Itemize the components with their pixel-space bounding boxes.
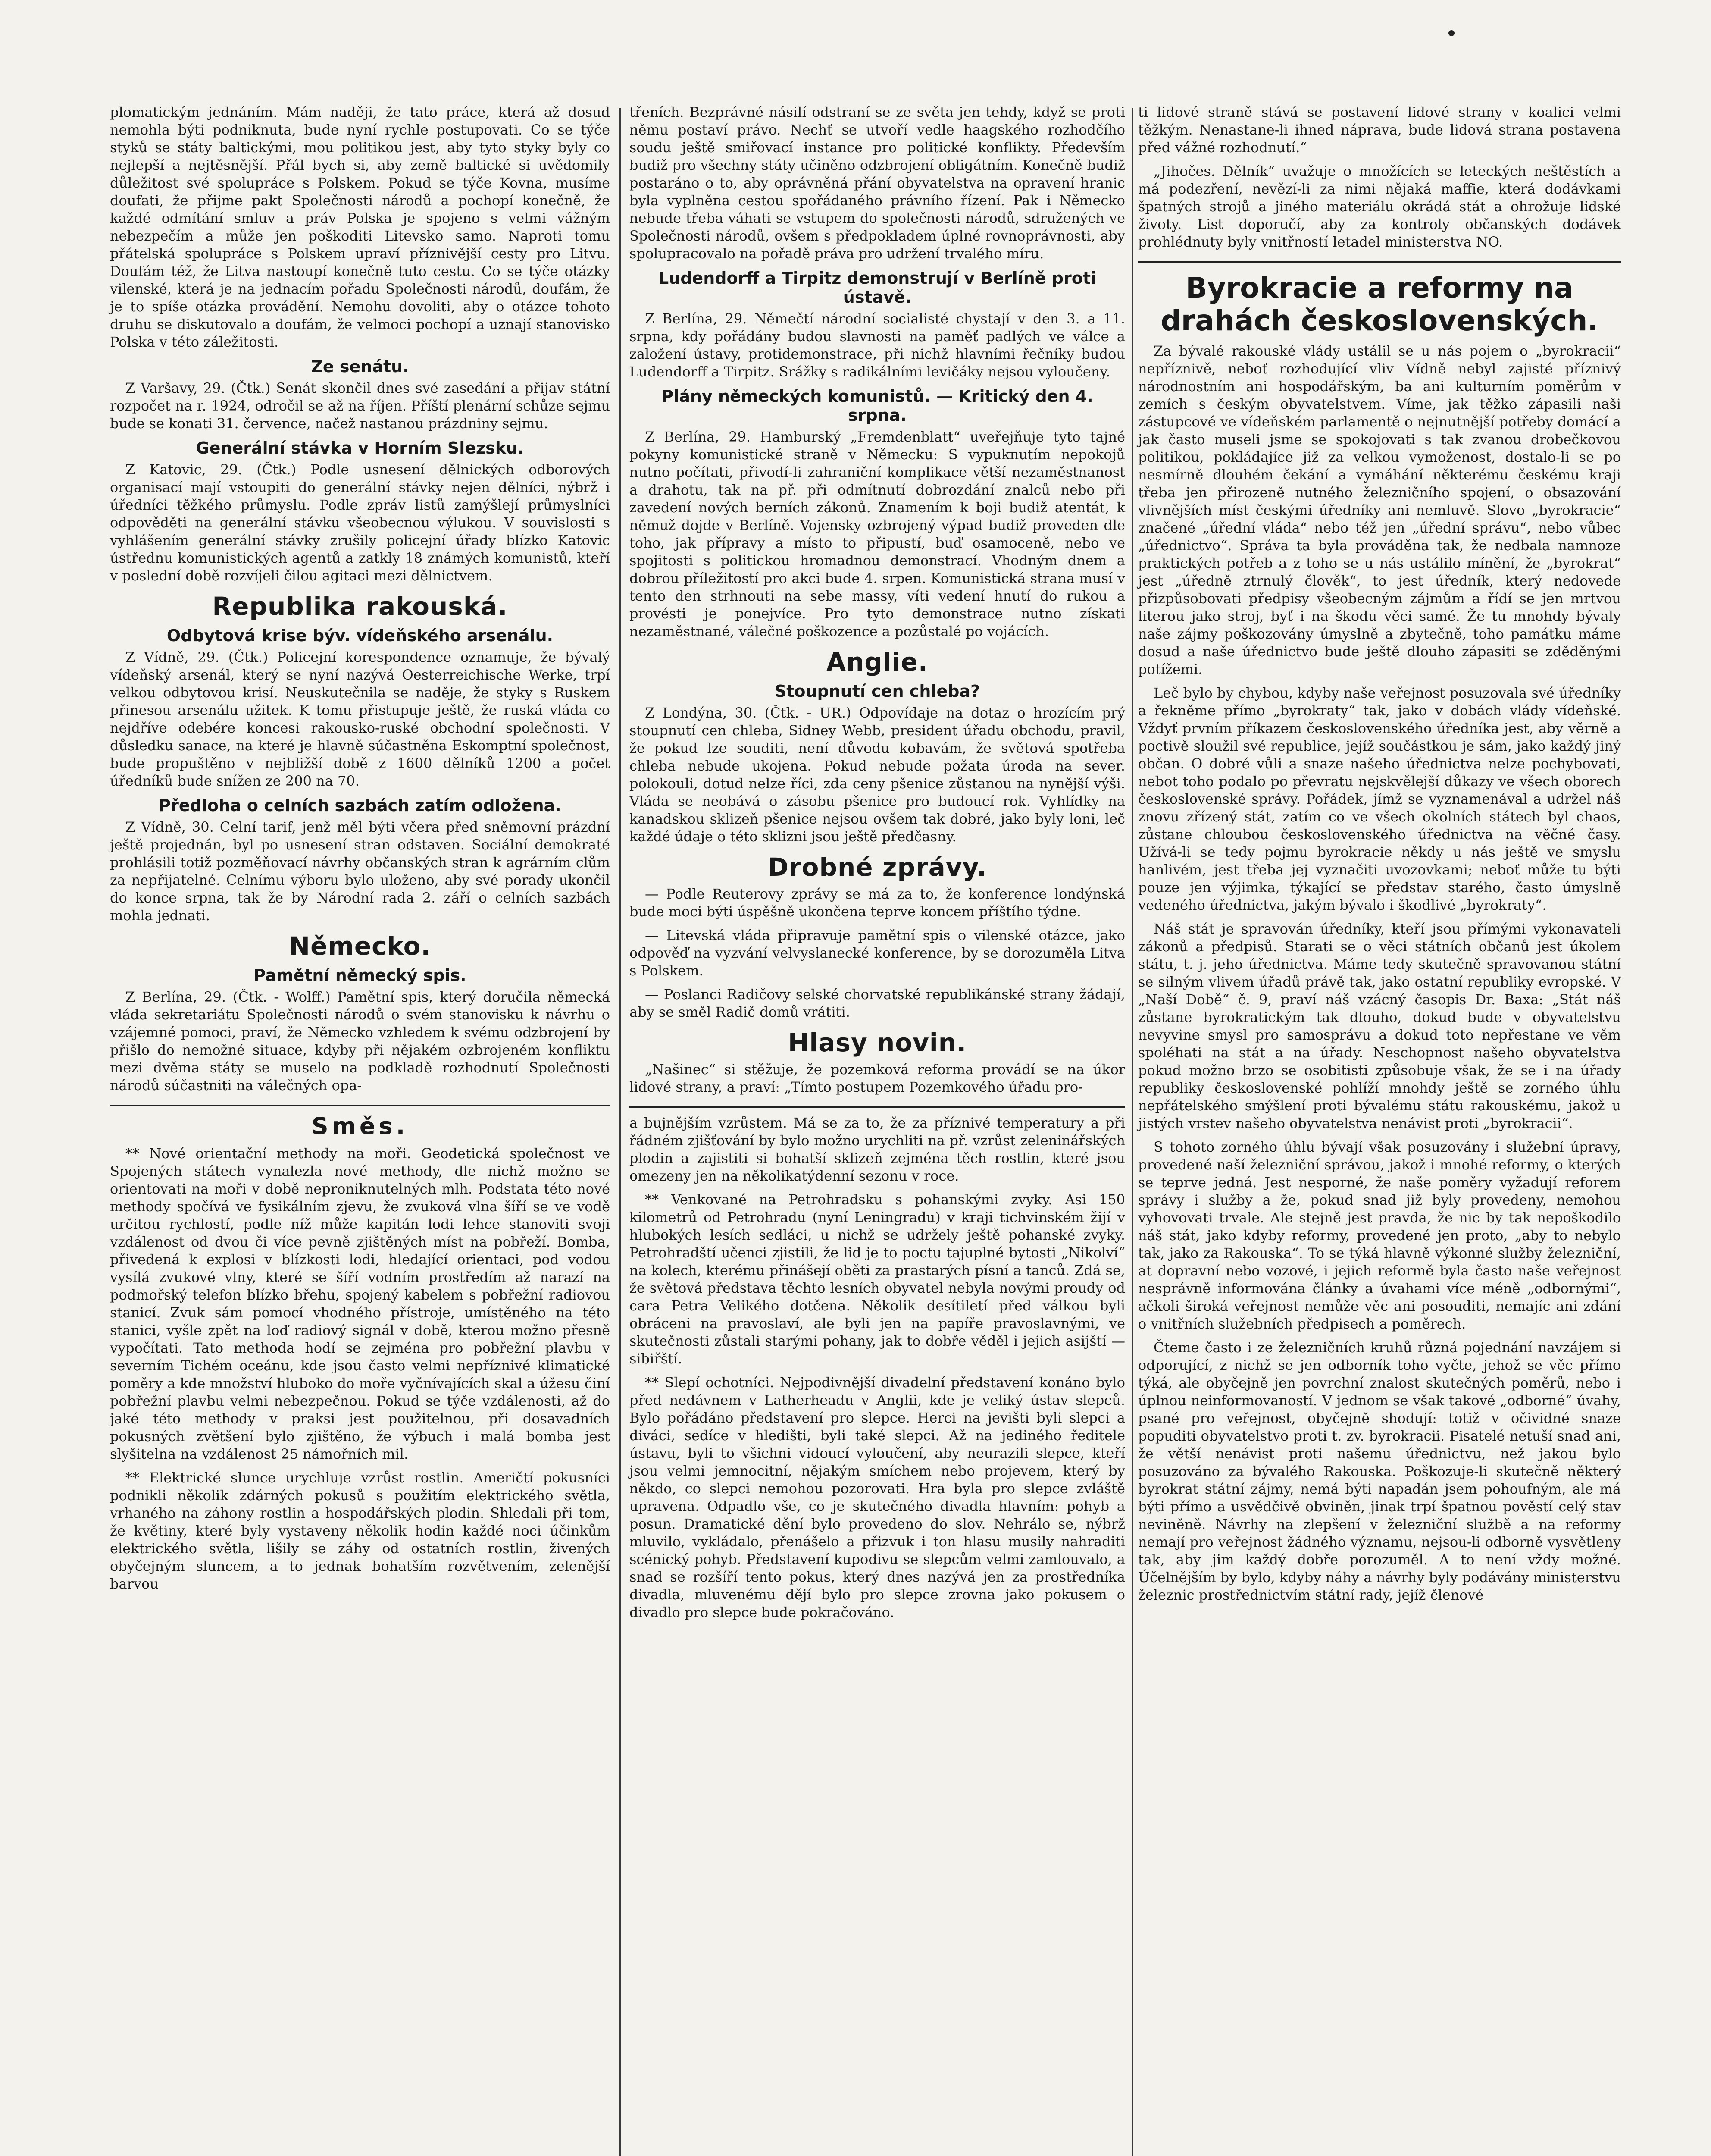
- article-byrokracie-3: Náš stát je spravován úředníky, kteří jsou přímými vykonavateli zákonů a předpisů. Starati se o věci státních občanů jest úkolem státu, t. j. jeho úřednictva. Máme tedy skutečně spravovanou státní se silným vlivem úřadů právě tak, jako ostatní republiky evropské. V „Naší Době“ č. 9, praví náš vzácný časopis Dr. Baxa: „Stát náš zůstane byrokratickým tak dlouho, dokud bude v obyvatelstvu nevyvine smysl pro samosprávu a dokud toto nepřestane ve věm spoléhati na stát a na úřady. Neschopnost našeho obyvatelstva pokud možno brzo se osobitisti způsobuje však, že se i na úřady republiky československé pohlíží mnohdy ještě se zorného úhlu nepřátelského smýšlení proti bývalému státu rakouskému, jakož u jistých vrstev našeho obyvatelstva nenávist proti „byrokracii“.: [1138, 921, 1621, 1131]
- divider: [629, 1106, 1125, 1108]
- dot-mark: [1448, 30, 1455, 36]
- article-petrohradsko: ** Venkované na Petrohradsku s pohanskými zvyky. Asi 150 kilometrů od Petrohradu (nyní Leningradu) v kraji tichvinském žijí v hlubokých lesích sedláci, u nichž se udržely ještě pohanské zvyky. Petrohradští učenci zjistili, že lid je to poctu tajuplné bytosti „Nikolví“ na kolech, kterému přinášejí oběti za prastarých písní a tanců. Zdá se, že světová představa těchto lesních obyvatel nebyla novými proudy od cara Petra Velikého dotčena. Několik desítiletí před válkou byli obráceni na pravoslaví, ale byli jen na papíře pravoslavnými, ve skutečnosti zůstali starými pohany, jak to dobře věděl i jejich asijští — sibiřští.: [629, 1191, 1125, 1367]
- news-item-2: — Litevská vláda připravuje pamětní spis o vilenské otázce, jako odpověď na vyzvání velvyslanecké konference, by se dorozuměla Litva s Polskem.: [629, 927, 1125, 979]
- article-slunce-continuation: a bujnějším vzrůstem. Má se za to, že za příznivé temperatury a při řádném zjišťování by bylo možno urychliti na př. vzrůst zeleninářských plodin a zajistiti si bohatší sklizeň zejména těch rostlin, které jsou omezeny jen na několikatýdenní sezonu v roce.: [629, 1115, 1125, 1184]
- article-arsenal: Z Vídně, 29. (Čtk.) Policejní korespondence oznamuje, že bývalý vídeňský arsenál, který se nyní nazývá Oesterreichische Werke, trpí velkou odbytovou krisí. Neuskutečnila se naděje, že styky s Ruskem přinesou arsenálu užitek. K tomu přistupuje ještě, že ruská vláda co nejdříve odebére koncesi rakousko-ruské obchodní společnosti. V důsledku sanace, na které je hlavně súčastněna Eskomptní společnost, bude propuštěno v nejbližší době z 1600 dělníků 1200 a počet úředníků bude snížen ze 200 na 70.: [110, 649, 610, 789]
- article-senat: Z Varšavy, 29. (Čtk.) Senát skončil dnes své zasedání a přijav státní rozpočet na r. 1924, odročil se až na říjen. Příští plenární schůze sejmu bude se konati 31. července, načež nastanou prázdniny sejmu.: [110, 380, 610, 432]
- news-item-1: — Podle Reuterovy zprávy se má za to, že konference londýnská bude moci býti úspěšně ukončena teprve koncem příštího týdne.: [629, 886, 1125, 920]
- column-3: [1138, 103, 1621, 1610]
- headline-byrokracie: Byrokracie a reformy na drahách československých.: [1160, 271, 1598, 337]
- section-nemecko: Německo.: [289, 931, 431, 961]
- column-rule-right: [1132, 108, 1133, 2156]
- article-ludendorff: Z Berlína, 29. Němečtí národní socialisté chystají v den 3. a 11. srpna, kdy pořádány budou slavnosti na paměť padlých ve válce a založení ústavy, protidemonstrace, při nichž hlavními řečníky budou Ludendorff a Tirpitz. Srážky s radikálními levičáky nejsou vyloučeny.: [629, 310, 1125, 380]
- article-byrokracie-4: S tohoto zorného úhlu bývají však posuzovány i služební úpravy, provedené naší železniční správou, jakož i mnohé reformy, o kterých se teprve jedná. Jest nesporné, že naše poměry vyžadují reforem správy i služby a že, pokud snad již byly provedeny, nemohou vyhovovati trvale. Ale stejně jest pravda, že nic by tak nepoškodilo náš stát, jako kdyby reformy, provedené jen proto, „aby to nebylo tak, jako za Rakouska“. To se týká hlavně výkonné služby železniční, at dopravní nebo vozové, i jejich reformě byla často naše veřejnost nesprávně informována články a úvahami více méně „odbornými“, ačkoli široká veřejnost nemůže věc ani posouditi, nemajíc ani zdání o vnitřních služebních předpisech a poměrech.: [1138, 1139, 1621, 1332]
- article-elektricke-slunce: ** Elektrické slunce urychluje vzrůst rostlin. Američtí pokusníci podnikli několik zdárných pokusů s použitím elektrického světla, vrhaného na záhony rostlin a hospodářských plodin. Shledali při tom, že květiny, které byly vystaveny několik hodin každé noci účinkům elektrického světla, lišily se záhy od ostatních rostlin, živených obyčejným sluncem, a to jednak bohatším rozvětvením, zelenější barvou: [110, 1470, 610, 1592]
- article-stavka: Z Katovic, 29. (Čtk.) Podle usnesení dělnických odborových organisací mají vstoupiti do generální stávky nejen dělníci, nýbrž i úředníci těžkého průmyslu. Podle zpráv listů zamýšlejí průmyslníci odpověděti na generální stávku všeobecnou výlukou. V souvislosti s vyhlášením generální stávky zrušily policejní úřady blízko Katovic ústřednu komunistických agentů a zatkly 18 známých komunistů, kteří v poslední době rozvíjeli čilou agitaci mezi dělnictvem.: [110, 461, 610, 584]
- section-drobne-zpravy: Drobné zprávy.: [767, 852, 987, 882]
- section-hlasy-novin: Hlasy novin.: [788, 1028, 967, 1057]
- heading-senat: Ze senátu.: [311, 357, 409, 376]
- heading-ludendorff: Ludendorff a Tirpitz demonstrují v Berlíně proti ústavě.: [658, 269, 1097, 307]
- article-continuation: plomatickým jednáním. Mám naději, že tato práce, která až dosud nemohla býti podniknuta, bude nyní rychle postupovati. Co se týče styků se státy baltickými, mou politikou jest, aby tyto styky byly co nejlepší a nejtěsnější. Přál bych si, aby země baltické si uvědomily důležitost své spolupráce s Polskem. Pokud se týče Kovna, musíme doufati, že přijme pakt Společnosti národů a pochopí konečně, že každé odmítání smluv a práv Polska je spojeno s velmi vážným nebezpečím a může jen poškoditi Litevsko samo. Naproti tomu přátelská spolupráce s Polskem upraví příznivější cesty pro Litvu. Doufám též, že Litva nastoupí konečně tuto cestu. Co se týče otázky vilenské, která je na jednacím pořadu Společnosti národů, doufám, že je to spíše otázka provádění. Nemohu dovoliti, aby o otázce tohoto druhu se diskutovalo a doufám, že velmoci pochopí a uznají stanovisko Polska v této záležitosti.: [110, 104, 610, 350]
- column-2: [629, 103, 1125, 1627]
- column-rule-left: [619, 108, 621, 2156]
- article-byrokracie-1: Za bývalé rakouské vlády ustálil se u nás pojem o „byrokracii“ nepříznivě, neboť rozhodující vliv Vídně nebyl zajisté příznivý národnostním ani hospodářským, ba ani kulturním poměrům v zemích s českým obyvatelstvem. Víme, jak těžko zápasili naši zástupcové ve vídeňském parlamentě o nejnutnější potřeby domácí a jak často museli jsme se spokojovati s tak zvanou drobečkovou politikou, pokládajíce již za velkou vymoženost, dostalo-li se po nesmírně dlouhém čekání a vymáhání některému českému kraji třeba jen přirozeně nutného železničního spojení, o obsazování vlivnějších míst českými úředníky ani nemluvě. Slovo „byrokracie“ značené „úřední vláda“ nebo též jen „úřední správu“, nebo vůbec „úřednictvo“. Správa ta byla prováděna tak, že nedbala namnoze praktických potřeb a z toho se u nás ustálilo mínění, že „byrokrat“ jest „úředně ztrnulý člověk“, to jest úředník, který nedovede přizpůsobovati předpisy všeobecným zájmům a řídí se jen mrtvou literou jako stroj, byť i na škodu věci samé. Že tu mnohdy bývaly naše zájmy poškozovány úmyslně a zbytečně, toho památku máme dosud a naše úřednictvo bude ještě dlouho zápasiti se zděděnými potížemi.: [1138, 343, 1621, 677]
- article-continuation-3: ti lidové straně stává se postavení lidové strany v koalici velmi těžkým. Nenastane-li ihned náprava, bude lidová strana postavena před vážné rozhodnutí.“: [1138, 104, 1621, 156]
- article-chleba: Z Londýna, 30. (Čtk. - UR.) Odpovídaje na dotaz o hrozícím prý stoupnutí cen chleba, Sidney Webb, president úřadu obchodu, pravil, že pokud lze souditi, není důvodu kobavám, že světová spotřeba chleba nebude ukojena. Pokud nebude požata úroda na sever. polokouli, dotud nelze říci, zda ceny pšenice zůstanou na nynější výši. Vláda se neobává o zásobu pšenice pro budoucí rok. Vyhlídky na kanadskou sklizeň pšenice nejsou ovšem tak dobré, jako byly loni, leč každé údaje o této sklizni jsou ještě předčasny.: [629, 705, 1125, 845]
- article-byrokracie-5: Čteme často i ze železničních kruhů různá pojednání navzájem si odporující, z nichž se jen odborník toho vyčte, jehož se věc přímo týká, ale obyčejně jen povrchní znalost skutečných poměrů, nebo i úplnou neinformovaností. V jednom se však takové „odborné“ úvahy, psané pro veřejnost, obyčejně shodují: totiž v očividné snaze popuditi obyvatelstvo proti t. zv. byrokracii. Pisatelé netuší snad ani, že větší nenávist proti našemu úřednictvu, než jakou bylo posuzováno za bývalého Rakouska. Poškozuje-li skutečně některý byrokrat státní zájmy, nemá býti napadán jsem pohoufným, ale má býti přímo a usvědčivě obviněn, jinak trpí špatnou pověstí celý stav neviněně. Návrhy na zlepšení v železniční službě a na reformy nemají pro veřejnost žádného významu, nejsou-li odborně vysvětleny tak, aby jim každý dobře porozuměl. A to není vždy možné. Účelnějším by bylo, kdyby náhy a návrhy byly podávány ministerstvu železnic prostřednictvím státní rady, jejíž členové: [1138, 1339, 1621, 1603]
- heading-celni: Předloha o celních sazbách zatím odložena.: [159, 796, 561, 815]
- article-byrokracie-2: Leč bylo by chybou, kdyby naše veřejnost posuzovala své úředníky a řekněme přímo „byrokraty“ tak, jako v dobách vlády vídeňské. Vždyť prvním příkazem československého úředníka jest, aby věrně a poctivě sloužil své republice, jejíž součástkou je sám, jako každý jiný občan. O dobré vůli a snaze našeho úřednictva nelze pochybovati, nebot toho podalo po převratu nejskvělejší důkazy ve všech oborech československé správy. Pořádek, jímž se vyznamenával a udržel náš znovu zřízený stát, zatím co ve všech okolních státech byl chaos, zůstane chloubou československého úřednictva na věčné časy. Užívá-li se tedy pojmu byrokracie někdy u nás ještě ve smyslu hanlivém, jest třeba jej vyznačiti uvozovkami; neboť může tu býti pouze jen výjimka, týkající se představ starého, často úmyslně vedeného úřednictva, jakým bývalo i škodlivé „byrokraty“.: [1138, 685, 1621, 913]
- article-orientacni: ** Nové orientační methody na moři. Geodetická společnost ve Spojených státech vynalezla nové methody, dle nichž možno se orientovati na moři v době neproniknutelných mlh. Podstata této nové methody spočívá ve fysikálním zjevu, že zvuková vlna šíří se ve vodě určitou rychlostí, podle níž může kapitán lodi lehce stanoviti svoji vzdálenost od dvou či více pevně zjištěných míst na pobřeží. Bomba, přivedená k explosi v blízkosti lodi, hledající orientaci, pod vodou vysílá zvukové vlny, které se šíří vodním prostředím až narazí na podmořský telefon blízko břehu, spojený kabelem s pobřežní radiovou stanicí. Zvuk sám pomocí vhodného přístroje, umístěného na této stanici, vyšle zpět na loď radiový signál v době, kterou možno přesně vypočítati. Tato methoda hodí se zejména pro pobřežní plavbu v severním Tichém oceánu, kde jsou často velmi nepříznivé klimatické poměry a kde množství hluboko do moře vyčnívajících skal a úžesu činí pobřežní plavbu velmi nebezpečnou. Pokud se týče vzdálenosti, až do jaké této methody v praksi jest použitelnou, při dosavadních pokusných zvětšení bylo zjištěno, že výbuch i malá bomba jest slyšitelna na vzdálenost 25 námořních mil.: [110, 1145, 610, 1462]
- article-jihoces-delnik: „Jihočes. Dělník“ uvažuje o množících se leteckých neštěstích a má podezření, nevězí-li za nimi nějaká maffie, která dodávkami špatných strojů a jiného materiálu okrádá stát a ohrožuje lidské životy. List doporučí, aby za kontroly občanských dodávek prohlédnuty byly vnitřností letadel ministerstva NO.: [1138, 163, 1621, 250]
- article-pametni-spis: Z Berlína, 29. (Čtk. - Wolff.) Pamětní spis, který doručila německá vláda sekretariátu Společnosti národů o svém stanovisku k návrhu o vzájemné pomoci, praví, že Německo vzhledem k svému odzbrojení by přišlo do nemožné situace, kdyby při nějakém ozbrojeném konfliktu mezi dvěma státy se muselo na podkladě rozhodnutí Společnosti národů súčastniti na válečných opa-: [110, 989, 610, 1094]
- heading-arsenal: Odbytová krise býv. vídeňského arsenálu.: [166, 626, 554, 645]
- column-1: [110, 103, 610, 1599]
- section-smes: Směs.: [311, 1112, 409, 1140]
- heading-plany: Plány německých komunistů. — Kritický den 4. srpna.: [661, 387, 1093, 425]
- article-slepi-ochotnici: ** Slepí ochotníci. Nejpodivnější divadelní představení konáno bylo před nedávnem v Latherheadu v Anglii, kde je veliký ústav slepců. Bylo pořádáno představení pro slepce. Herci na jevišti byli slepci a diváci, sedíce v hledišti, byli také slepci. Až na jediného ředitele ústavu, byli to všichni vidoucí vyloučení, aby neurazili slepce, kteří jsou velmi jemnocitní, nějakým smíchem nebo projevem, který by někdo, co slepci nemohou pozorovati. Hra byla pro slepce zvláště upravena. Odpadlo vše, co je skutečného divadla hlavním: pohyb a posun. Dramatické dění bylo provedeno do slov. Nehrálo se, nýbrž mluvilo, vykládalo, přenášelo a přizvuk i ton hlasu musily nahraditi scénický pohyb. Představení kupodivu se slepcům velmi zamlouvalo, a snad se rozšíří tento pokus, který dnes nazývá jen za prostředníka divadla, mluvenému dějí bylo pro slepce zrovna jako pokusem o divadlo pro slepce bude pokračováno.: [629, 1374, 1125, 1620]
- divider: [1138, 261, 1621, 263]
- heading-chleba: Stoupnutí cen chleba?: [774, 682, 980, 701]
- news-item-3: — Poslanci Radičovy selské chorvatské republikánské strany žádají, aby se směl Radič domů vrátiti.: [629, 986, 1125, 1020]
- section-anglie: Anglie.: [826, 647, 928, 677]
- heading-pametni-spis: Pamětní německý spis.: [253, 966, 466, 985]
- article-celni: Z Vídně, 30. Celní tarif, jenž měl býti včera před sněmovní prázdní ještě projednán, byl po usnesení stran odstaven. Sociální demokraté prohlásili totiž pozměňovací návrhy občanských stran k agrárním clům za nepřijatelné. Celnímu výboru bylo uloženo, aby své porady ukončil do konce srpna, tak že by Národní rada 2. září o celních sazbách mohla jednati.: [110, 819, 610, 924]
- article-continuation-2: třeních. Bezprávné násilí odstraní se ze světa jen tehdy, když se proti němu postaví právo. Nechť se utvoří vedle haagského rozhodčího soudu ještě smiřovací instance pro politické konflikty. Především budiž pro všechny státy učiněno odzbrojení obligátním. Konečně budiž postaráno o to, aby oprávněná přání obyvatelstva na opravení hranic byla vyplněna cestou spořádaného právního řízení. Pak i Německo nebude třeba váhati se vstupem do společnosti národů, sdružených ve Společnosti národů, ovšem s předpokladem úplné rovnoprávnosti, aby spolupracovalo na pořadě práva pro udržení trvalého míru.: [629, 104, 1125, 262]
- divider: [110, 1105, 610, 1106]
- section-republika-rakouska: Republika rakouská.: [212, 592, 508, 621]
- article-nasinec: „Našinec“ si stěžuje, že pozemková reforma provádí se na úkor lidové strany, a praví: „Tímto postupem Pozemkového úřadu pro-: [629, 1061, 1125, 1095]
- heading-stavka: Generální stávka v Horním Slezsku.: [196, 439, 524, 458]
- article-plany: Z Berlína, 29. Hamburský „Fremdenblatt“ uveřejňuje tyto tajné pokyny komunistické straně v Německu: S vypuknutím nepokojů nutno počítati, přivodí-li zahraniční komplikace větší nezaměstnanost a drahotu, tak na př. při odmítnutí dobrozdání znalců nebo při zavedení nových berních zákonů. Znamením k boji budiž atentát, k němuž dojde v Berlíně. Vojensky ozbrojený výpad budiž proveden dle toho, jak přípravy a místo to připustí, buď osamoceně, nebo ve spojitosti s politickou hromadnou demonstrací. Vhodným dnem a dobrou příležitostí pro akci bude 4. srpen. Komunistická strana musí v tento den strhnouti na sebe massy, víti vedení hnutí do rukou a provésti je ponejvíce. Pro tyto demonstrace nutno získati nezaměstnané, válečné poškozence a pozůstalé po vojácích.: [629, 429, 1125, 639]
